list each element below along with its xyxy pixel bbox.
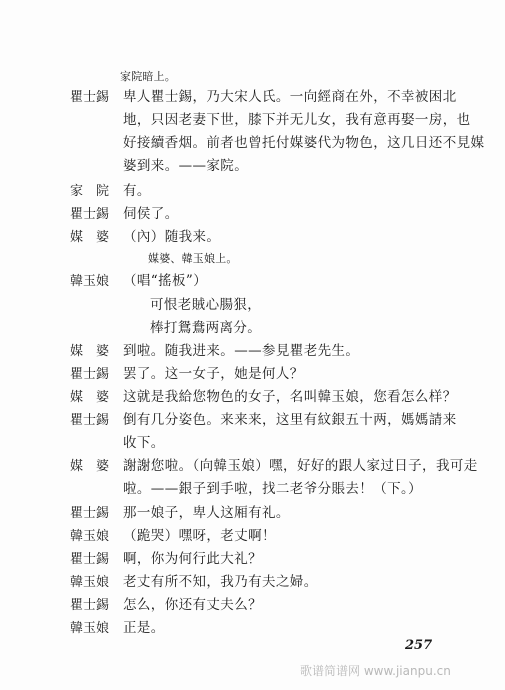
speaker-name: 韓玉娘	[70, 575, 110, 590]
dialogue-line: 謝謝您啦。（向韓玉娘）嘿，好好的跟人家过日子，我可走	[123, 458, 478, 474]
dialogue-line: 好接續香烟。前者也曾托付媒婆代为物色，这几日还不見媒	[123, 135, 485, 151]
sung-line: 棒打鴛鴦两离分。	[150, 320, 262, 336]
speaker-name: 家 院	[70, 184, 110, 199]
sung-line: 可恨老賊心腸狠，	[150, 297, 262, 313]
speaker-name: 瞿士錫	[70, 90, 110, 105]
dialogue-line: 伺侯了。	[123, 206, 179, 222]
speaker-name: 韓玉娘	[70, 529, 110, 544]
speaker-name: 瞿士錫	[70, 506, 110, 521]
dialogue-line: 卑人瞿士錫，乃大宋人氏。一向經商在外，不幸被困北	[123, 89, 457, 105]
dialogue-line: （唱“搖板”）	[123, 273, 208, 289]
watermark-text: 歌谱简谱网 www.jianpu.cn	[300, 664, 451, 678]
speaker-name: 韓玉娘	[70, 621, 110, 636]
dialogue-line: 地，只因老妻下世，膝下并无儿女，我有意再娶一房，也	[123, 112, 471, 128]
speaker-name: 媒 婆	[70, 459, 110, 474]
dialogue-line: 到啦。随我进来。——参見瞿老先生。	[123, 343, 360, 359]
dialogue-line: （跪哭）嘿呀，老丈啊！	[123, 528, 276, 544]
dialogue-line: 正是。	[123, 620, 165, 636]
speaker-name: 瞿士錫	[70, 598, 110, 613]
dialogue-line: 老丈有所不知，我乃有夫之婦。	[123, 574, 318, 590]
speaker-name: 瞿士錫	[70, 552, 110, 567]
stage-direction: 媒婆、韓玉娘上。	[148, 252, 238, 265]
dialogue-line: 那一娘子，卑人这厢有礼。	[123, 505, 290, 521]
speaker-name: 瞿士錫	[70, 207, 110, 222]
dialogue-line: 啦。——銀子到手啦，找二老爷分賬去！（下。）	[123, 481, 423, 497]
dialogue-line: 婆到来。——家院。	[123, 158, 249, 174]
dialogue-line: 啊，你为何行此大礼？	[123, 551, 262, 567]
speaker-name: 韓玉娘	[70, 274, 110, 289]
dialogue-line: 有。	[123, 183, 151, 199]
dialogue-line: 怎么，你还有丈夫么？	[123, 597, 262, 613]
speaker-name: 媒 婆	[70, 344, 110, 359]
speaker-name: 媒 婆	[70, 390, 110, 405]
stage-direction: 家院暗上。	[120, 70, 176, 83]
page-number: 257	[405, 638, 433, 653]
dialogue-line: （內）随我来。	[123, 229, 221, 245]
dialogue-line: 这就是我給您物色的女子，名叫韓玉娘，您看怎么样？	[123, 389, 457, 405]
speaker-name: 瞿士錫	[70, 367, 110, 382]
speaker-name: 瞿士錫	[70, 413, 110, 428]
speaker-name: 媒 婆	[70, 230, 110, 245]
dialogue-line: 罢了。这一女子，她是何人？	[123, 366, 304, 382]
dialogue-line: 倒有几分姿色。来来来，这里有紋銀五十两，媽媽請来	[123, 412, 457, 428]
dialogue-line: 收下。	[123, 435, 165, 451]
